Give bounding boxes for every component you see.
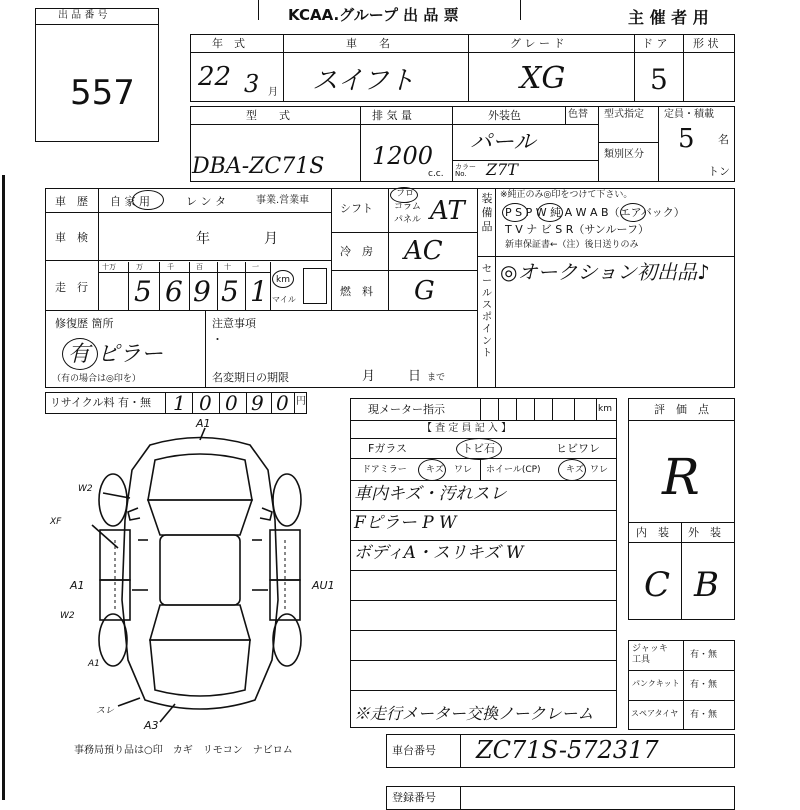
digit-head-5: 一 (252, 263, 259, 271)
color-number-value: Z7T (486, 160, 518, 179)
mile-unit: マイル (272, 295, 296, 304)
inspection-label: 車 検 (55, 231, 88, 244)
digit-head-4: 十 (224, 263, 231, 271)
sheet-title: KCAA.グループ 出 品 票 (288, 6, 459, 24)
crack-label: ヒビワレ (556, 442, 600, 455)
inspection-note-3: ボディA・スリキズ W (354, 543, 524, 563)
digit-head-2: 千 (167, 263, 174, 271)
shape-header: 形 状 (693, 37, 719, 50)
wheel-rear-left (99, 614, 127, 666)
lot-number-label: 出 品 番 号 (58, 10, 108, 21)
model-value: DBA-ZC71S (192, 154, 325, 179)
model-header: 型 式 (246, 109, 290, 122)
interior-label: 内 装 (636, 526, 669, 539)
km-unit: km (276, 275, 290, 285)
grade-header: グ レ ー ド (510, 37, 565, 50)
grade-score-value: R (662, 448, 700, 506)
tool-spare-label: スペアタイヤ (631, 709, 679, 718)
car-windshield (148, 500, 252, 535)
meter-label: 現メーター指示 (368, 403, 445, 416)
tool-spare-opts: 有・無 (690, 710, 718, 720)
equipment-line-3: 新車保証書←（注）後日送りのみ (505, 240, 639, 250)
sales-point-label: セールスポイント (482, 264, 492, 359)
name-change-month: 月 (362, 369, 376, 384)
recycle-digit-1: 0 (199, 391, 212, 415)
color-number-label: カラー No. (455, 163, 476, 178)
month-value: 3 (244, 70, 260, 98)
lot-number-value: 557 (70, 73, 135, 113)
shift-value: AT (430, 196, 465, 226)
color-value: パール (470, 130, 536, 155)
color-change-header: 色替 (568, 109, 588, 120)
displacement-value: 1200 (372, 142, 434, 170)
diagram-footer: 事務局預り品は○印 カギ リモコン ナビロム (74, 745, 293, 756)
exterior-grade-value: B (694, 565, 719, 605)
equipment-label: 装備品 (481, 192, 493, 233)
capacity-header: 定員・積載 (664, 109, 714, 120)
fglass-label: Fガラス (368, 442, 407, 455)
ac-value: AC (404, 236, 443, 266)
door-header: ド ア (642, 37, 668, 50)
inspection-footer-note: ※走行メーター交換ノークレーム (354, 704, 594, 723)
organizer-copy-label: 主 催 者 用 (628, 8, 709, 27)
diagram-mark-au1-right: AU1 (312, 579, 335, 592)
inspection-month-unit: 月 (264, 231, 278, 247)
cc-unit: c.c. (428, 169, 444, 179)
recycle-digit-0: 1 (173, 391, 186, 415)
chassis-value: ZC71S-572317 (476, 736, 659, 764)
month-unit: 月 (268, 87, 278, 98)
shift-opt-floor: フロ (396, 189, 415, 199)
inspection-year-unit: 年 (196, 231, 210, 247)
capacity-value: 5 (678, 124, 695, 154)
wheel-rear-right (273, 614, 301, 666)
equipment-note: ※純正のみ◎印をつけて下さい。 (500, 190, 633, 200)
recycle-unit: 円 (296, 396, 306, 407)
name-change-label: 名変期日の期限 (212, 371, 289, 384)
digit-head-1: 万 (136, 263, 143, 271)
diagram-mark-front: A1 (196, 417, 211, 430)
grade-score-label: 評 価 点 (654, 403, 709, 416)
notice-dot: ・ (212, 333, 223, 346)
mileage-digit-0: 5 (134, 275, 152, 308)
mileage-digit-4: 1 (250, 275, 268, 308)
wheel-front-left (99, 474, 127, 526)
registration-label: 登録番号 (392, 791, 436, 804)
inspection-note-2: Fピラー P W (354, 513, 457, 533)
mileage-label: 走 行 (55, 281, 88, 294)
meter-unit: km (598, 404, 612, 414)
tool-puncture-label: パンクキット (632, 679, 680, 688)
shift-opt-column: コラム (394, 202, 421, 212)
recycle-label: リサイクル料 有・無 (50, 396, 151, 409)
exterior-label: 外 装 (688, 526, 721, 539)
wheel-front-right (273, 474, 301, 526)
history-label: 車 歴 (55, 195, 88, 208)
mileage-digit-3: 5 (221, 275, 239, 308)
color-header: 外装色 (488, 109, 521, 122)
category-label: 類別区分 (604, 149, 644, 160)
tool-jack-opts: 有・無 (690, 650, 718, 660)
repair-history-label: 修復歴 箇所 (55, 317, 114, 330)
wheel-opt-crack: ワレ (590, 465, 609, 475)
year-header: 年 式 (212, 37, 245, 50)
shift-opt-panel: パネル (394, 215, 422, 225)
recycle-digit-4: 0 (276, 391, 289, 415)
chassis-label: 車台番号 (392, 744, 436, 757)
grade-value: XG (520, 61, 566, 96)
fuel-label: 燃 料 (340, 285, 373, 298)
fuel-value: G (414, 276, 435, 306)
recycle-digit-2: 0 (225, 391, 238, 415)
wheel-opt-scratch: キズ (566, 465, 584, 475)
notice-label: 注意事項 (212, 317, 256, 330)
capacity-unit: 名 (718, 133, 729, 146)
repair-history-value: 有 ピラー (68, 342, 163, 367)
year-value: 22 (198, 62, 232, 92)
history-opt-rental: レ ン タ (186, 195, 226, 208)
shift-label: シフト (340, 202, 373, 215)
displacement-header: 排 気 量 (372, 109, 412, 122)
car-trunk (150, 640, 250, 696)
tool-jack-label: ジャッキ 工具 (632, 644, 668, 665)
interior-grade-value: C (644, 565, 671, 605)
name-change-day: 日 (408, 369, 422, 384)
mileage-digit-1: 6 (165, 275, 183, 308)
name-header: 車 名 (346, 37, 390, 50)
car-roof (160, 535, 240, 605)
ton-unit: トン (708, 165, 730, 178)
digit-head-3: 百 (196, 263, 203, 271)
diagram-mark-a1-low: A1 (88, 659, 100, 669)
diagram-mark-w2-top: W2 (78, 484, 93, 494)
car-hood (148, 454, 252, 500)
diagram-mark-scuff: スレ (96, 706, 115, 716)
type-designation-header: 型式指定 (604, 109, 644, 120)
diagram-mark-xf: XF (50, 517, 62, 527)
digit-head-0: 十万 (102, 263, 116, 271)
repair-history-note: （有の場合は◎印を） (52, 374, 141, 384)
car-body-outline (122, 438, 278, 710)
equipment-line-2: T V ナ ビ S R（サンルーフ） (505, 223, 649, 236)
door-mirror-label: ドアミラー (362, 465, 407, 475)
sales-point-text: ◎オークション初出品♪ (500, 260, 710, 284)
diagram-mark-a1-left: A1 (70, 579, 85, 592)
recycle-digit-3: 9 (251, 391, 264, 415)
mirror-opt-crack: ワレ (454, 465, 473, 475)
equipment-line-1: P S P W 純 A W A B（エアバック） (505, 206, 685, 219)
tool-puncture-opts: 有・無 (690, 680, 718, 690)
history-opt-private: 自 家 用 (110, 195, 150, 208)
fglass-value: トビ石 (462, 442, 495, 455)
door-value: 5 (650, 63, 668, 96)
wheel-label: ホイール(CP) (486, 465, 541, 475)
diagram-mark-w2-left: W2 (60, 611, 75, 621)
diagram-mark-a3: A3 (144, 719, 159, 732)
ac-label: 冷 房 (340, 245, 373, 258)
mileage-digit-2: 9 (193, 275, 211, 308)
history-opt-business: 事業.営業車 (256, 195, 310, 206)
inspection-note-1: 車内キズ・汚れスレ (354, 484, 507, 504)
name-change-until: まで (427, 373, 446, 383)
mirror-opt-scratch: キズ (426, 465, 444, 475)
car-name-value: スイフト (312, 66, 415, 96)
car-rear-window (150, 605, 250, 640)
inspector-heading: 【 査 定 員 記 入 】 (422, 423, 512, 434)
